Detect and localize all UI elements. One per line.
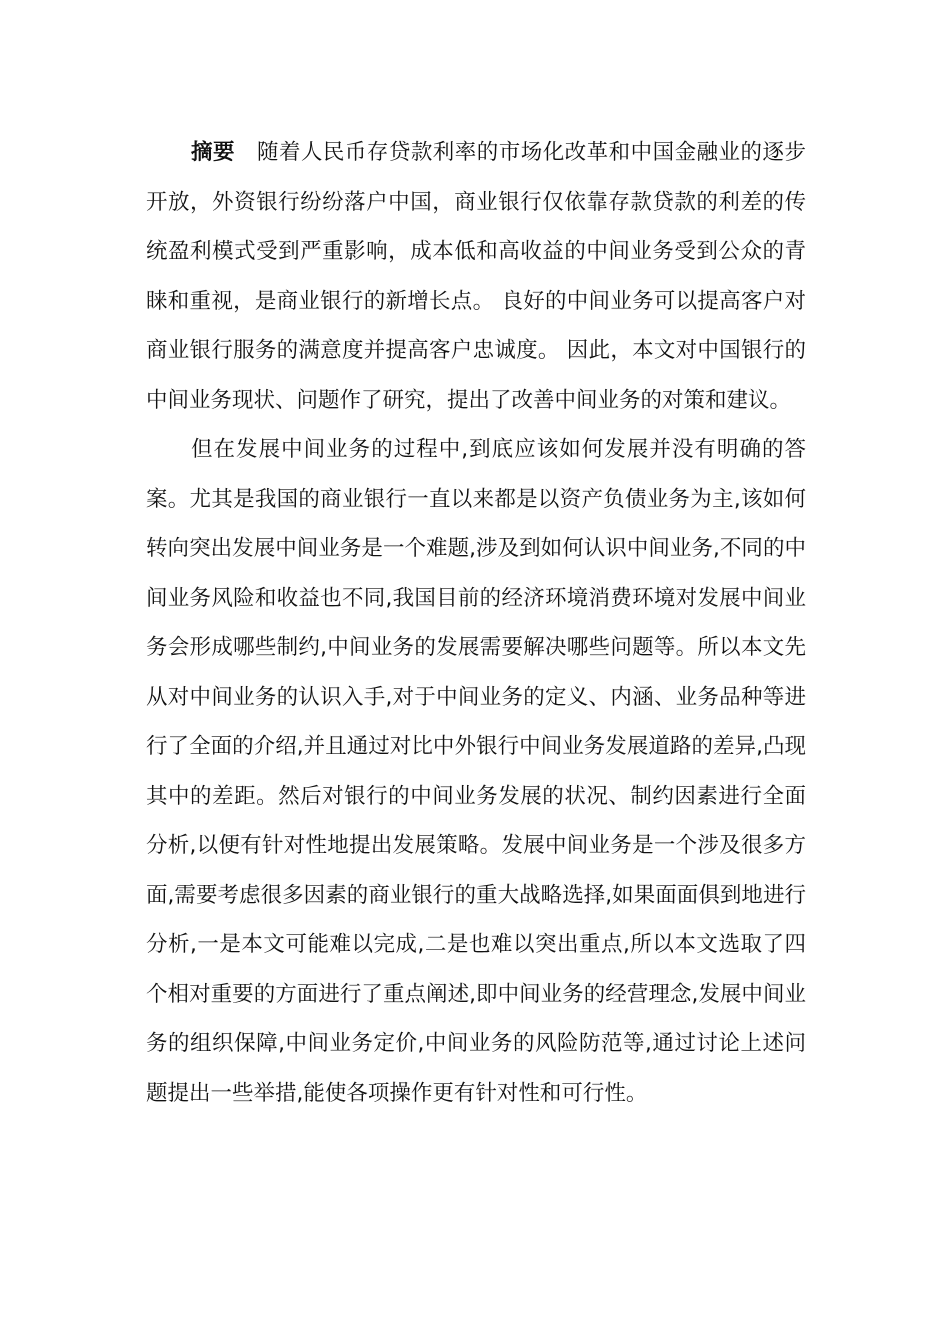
abstract-text: 随着人民币存贷款利率的市场化改革和中国金融业的逐步开放，外资银行纷纷落户中国，商业银行仅依靠存款贷款的利差的传统盈利模式受到严重影响，成本低和高收益的中间业务受到公众的青睐和重视，是商业银行的新增长点。 良好的中间业务可以提高客户对商业银行服务的满意度并提高客户忠诚度。 因此，本文对中国银行的中间业务现状、问题作了研究，提出了改善中间业务的对策和建议。 bbox=[146, 140, 806, 413]
body-paragraph-1: 但在发展中间业务的过程中,到底应该如何发展并没有明确的答案。尤其是我国的商业银行一直以来都是以资产负债业务为主,该如何转向突出发展中间业务是一个难题,涉及到如何认识中间业务,不同的中间业务风险和收益也不同,我国目前的经济环境消费环境对发展中间业务会形成哪些制约,中间业务的发展需要解决哪些问题等。所以本文先从对中间业务的认识入手,对于中间业务的定义、内涵、业务品种等进行了全面的介绍,并且通过对比中外银行中间业务发展道路的差异,凸现其中的差距。然后对银行的中间业务发展的状况、制约因素进行全面分析,以便有针对性地提出发展策略。发展中间业务是一个涉及很多方面,需要考虑很多因素的商业银行的重大战略选择,如果面面俱到地进行分析,一是本文可能难以完成,二是也难以突出重点,所以本文选取了四个相对重要的方面进行了重点阐述,即中间业务的经营理念,发展中间业务的组织保障,中间业务定价,中间业务的风险防范等,通过讨论上述问题提出一些举措,能使各项操作更有针对性和可行性。 bbox=[146, 437, 806, 1106]
document-body bbox=[146, 128, 806, 1118]
abstract-paragraph bbox=[146, 128, 806, 425]
abstract-label: 摘要 bbox=[191, 140, 235, 165]
